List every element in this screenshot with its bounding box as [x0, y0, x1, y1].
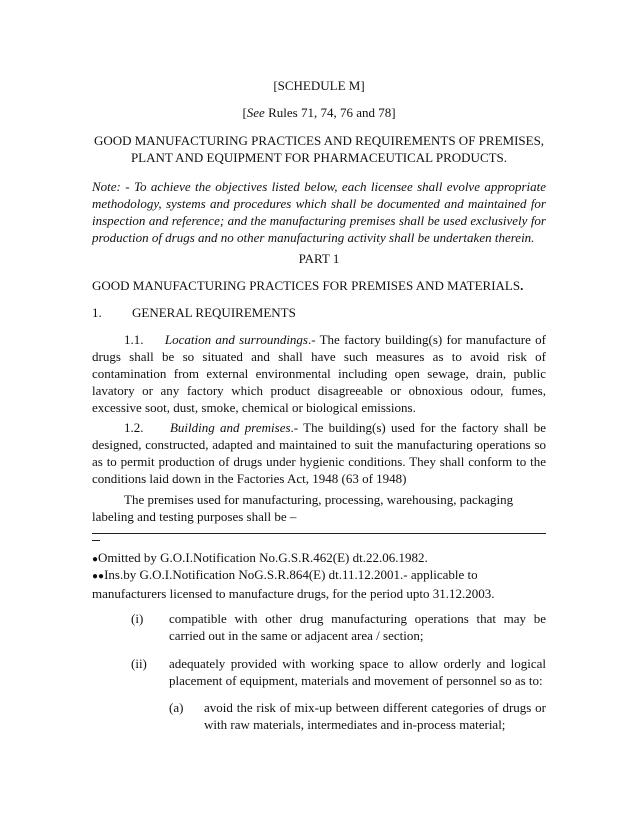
list-item-number: (ii) — [131, 656, 147, 671]
part-heading-text: GOOD MANUFACTURING PRACTICES FOR PREMISES AND MATERIALS — [92, 278, 521, 293]
note-paragraph: Note: - To achieve the objectives listed below, each licensee shall evolve appropriate methodology, systems and procedures which shall be documented and maintained for inspection and reference; and the manufacturing premises shall be used exclusively for production of drugs and no other manufacturing activity shall be undertaken therein. — [92, 179, 546, 245]
clause-text: .- The factory building(s) for manufacture of drugs shall be so situated and shall have such measures as to avoid risk of contamination from external environmental including open sewage, drain, public lavatory or any factory which product disagreeable or obnoxious odour, fumes, excessive soot, dust, smoke, chemical or biological emissions. — [92, 332, 546, 415]
footnote-separator-stub — [92, 540, 100, 541]
footnote-text: Omitted by G.O.I.Notification No.G.S.R.462(E) dt.22.06.1982. — [98, 550, 428, 565]
rules-see: See — [246, 105, 265, 120]
clause-title: Building and premises — [169, 420, 291, 435]
sublist-item-text: avoid the risk of mix-up between different categories of drugs or with raw materials, intermediates and in-process material; — [204, 700, 546, 732]
clause-number: 1.2. — [124, 420, 144, 435]
clause-text: .- The building(s) used for the factory shall be designed, constructed, adapted and maintained to suit the manufacturing operations so as to permit production of drugs under hygienic conditions. They shall conform to the conditions laid down in the Factories Act, 1948 (63 of 1948) — [92, 420, 546, 486]
footnote-2 — [92, 566, 546, 602]
footnote-marker: ● — [92, 554, 99, 565]
part-title: PART 1 — [298, 251, 340, 266]
clause-number: 1.1. — [124, 332, 144, 347]
premises-intro: The premises used for manufacturing, processing, warehousing, packaging labeling and testing purposes shall be – — [92, 492, 514, 524]
part-heading-end: . — [520, 278, 524, 293]
list-item-text: compatible with other drug manufacturing operations that may be carried out in the same or adjacent area / section; — [169, 611, 546, 643]
sublist-item-number: (a) — [169, 700, 184, 715]
footnote-separator — [92, 533, 546, 534]
footnote-marker: ●● — [92, 571, 105, 582]
clause-1-1 — [92, 331, 546, 416]
schedule-title: [SCHEDULE M] — [273, 78, 365, 93]
clause-title: Location and surroundings — [164, 332, 308, 347]
rules-reference — [92, 104, 546, 121]
document-heading: GOOD MANUFACTURING PRACTICES AND REQUIREMENTS OF PREMISES, PLANT AND EQUIPMENT FOR PHARMACEUTICAL PRODUCTS. — [93, 133, 545, 165]
list-item-number: (i) — [131, 611, 144, 626]
section-number: 1. — [92, 305, 102, 320]
footnote-text: Ins.by G.O.I.Notification NoG.S.R.864(E) dt.11.12.2001.- applicable to manufacturers licensed to manufacture drugs, for the period upto 31.12.2003. — [92, 567, 495, 601]
part-heading — [92, 277, 546, 294]
rules-text: Rules 71, 74, 76 and 78] — [264, 105, 396, 120]
clause-1-2 — [92, 419, 546, 487]
rules-open: [ — [242, 105, 247, 120]
section-title: GENERAL REQUIREMENTS — [132, 305, 296, 320]
list-item-text: adequately provided with working space to allow orderly and logical placement of equipment, materials and movement of personnel so as to: — [169, 656, 546, 688]
